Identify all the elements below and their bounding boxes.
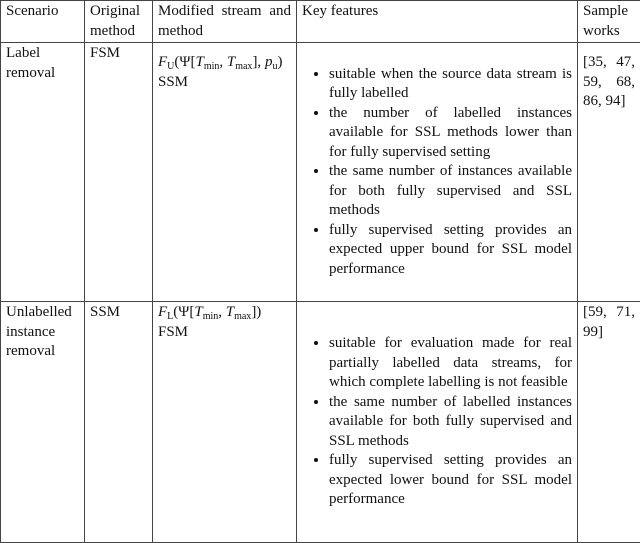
feature-item: • suitable when the source data stream is fully labelled: [329, 65, 572, 104]
modified-stream-cell: [153, 43, 297, 302]
feature-item: • suitable for evaluation made for real partially labelled data streams, for which complete labelling is not feasible: [329, 334, 572, 393]
header-scenario: Scenario: [1, 1, 85, 43]
sample-works-cell: [35, 47, 59, 68, 86, 94]: [578, 43, 640, 302]
formula: $F_U(\Psi[T_{min}$, $T_{max}$], $p_u$): [158, 54, 282, 70]
feature-item: • the same number of labelled instances available for both fully supervised and SSL methods: [329, 393, 572, 452]
header-modified-stream: Modified stream and method: [153, 1, 297, 43]
feature-item: • fully supervised setting provides an expected upper bound for SSL model performance: [329, 221, 572, 280]
header-original-method: Original method: [85, 1, 153, 43]
header-row: [1, 1, 640, 43]
feature-item: • fully supervised setting provides an expected lower bound for SSL model performance: [329, 451, 572, 510]
key-features-cell: [297, 302, 578, 543]
original-method-cell: SSM: [85, 302, 153, 543]
modified-stream-cell: [153, 302, 297, 543]
table-row: [1, 302, 640, 543]
scenario-cell: Label removal: [1, 43, 85, 302]
header-key-features: Key features: [297, 1, 578, 43]
sample-works-cell: [59, 71, 99]: [578, 302, 640, 543]
formula: $F_L(\Psi[T_{min}$, $T_{max}$]): [158, 304, 261, 320]
original-method-cell: FSM: [85, 43, 153, 302]
scenario-cell: Unlabelled instance removal: [1, 302, 85, 543]
table-row: [1, 43, 640, 302]
feature-item: • the same number of instances available for both fully supervised and SSL methods: [329, 162, 572, 221]
feature-item: • the number of labelled instances available for SSL methods lower than for fully supervised setting: [329, 104, 572, 163]
header-sample-works: Sample works: [578, 1, 640, 43]
method: FSM: [158, 324, 188, 340]
key-features-cell: [297, 43, 578, 302]
method: SSM: [158, 74, 188, 90]
